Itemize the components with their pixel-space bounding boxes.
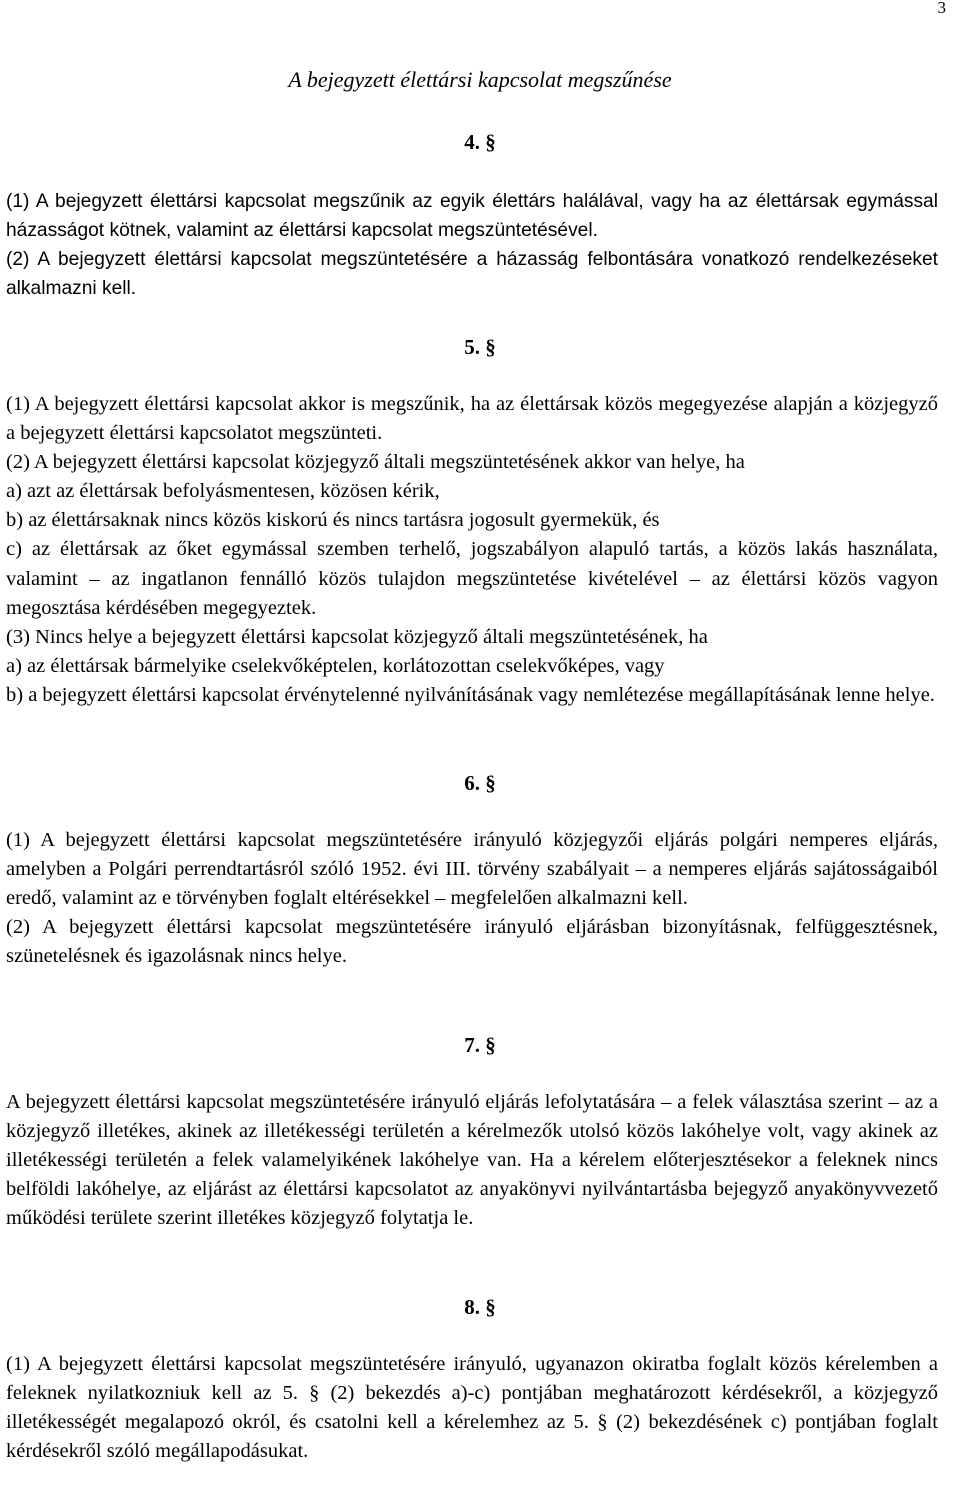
- paragraph: (2) A bejegyzett élettársi kapcsolat megszüntetésére irányuló eljárásban bizonyításnak, felfüggesztésnek, szünetelésnek és igazolásnak nincs helye.: [6, 916, 938, 968]
- paragraph: (2) A bejegyzett élettársi kapcsolat megszüntetésére a házasság felbontására vonatkozó rendelkezéseket alkalmazni kell.: [6, 249, 938, 300]
- section-heading-6: 6. §: [464, 771, 496, 795]
- paragraph: A bejegyzett élettársi kapcsolat megszüntetésére irányuló eljárás lefolytatására – a felek választása szerint – az a közjegyző illetékes, akinek az illetékességi területén a kérelmezők utolsó közös lakóhelye volt, vagy akinek az illetékességi területén a felek valamelyikének lakóhelye van. Ha a kérelem előterjesztésekor a feleknek nincs belföldi lakóhelye, az eljárást az élettársi kapcsolatot az anyakönyvi nyilvántartásba bejegyző anyakönyvvezető működési területe szerint illetékes közjegyző folytatja le.: [6, 1091, 938, 1230]
- section-heading-5: 5. §: [464, 335, 496, 359]
- page-number: 3: [937, 0, 946, 17]
- section-heading-8: 8. §: [464, 1295, 496, 1319]
- section-body-6: [6, 826, 938, 971]
- paragraph: a) azt az élettársak befolyásmentesen, közösen kérik,: [6, 480, 440, 503]
- paragraph: (1) A bejegyzett élettársi kapcsolat megszüntetésére irányuló, ugyanazon okiratba foglalt közös kérelemben a feleknek nyilatkozniuk kell az 5. § (2) bekezdés a)-c) pontjában meghatározott kérdésekről, a közjegyző illetékességét megalapozó okról, és csatolni kell a kérelemhez az 5. § (2) bekezdésének c) pontjában foglalt kérdésekről szóló megállapodásukat.: [6, 1353, 938, 1463]
- section-heading-7: 7. §: [464, 1033, 496, 1057]
- paragraph: (3) Nincs helye a bejegyzett élettársi kapcsolat közjegyző általi megszüntetésének, ha: [6, 625, 708, 648]
- section-body-7: [6, 1088, 938, 1233]
- paragraph: b) az élettársaknak nincs közös kiskorú és nincs tartásra jogosult gyermekük, és: [6, 509, 660, 532]
- paragraph: b) a bejegyzett élettársi kapcsolat érvénytelenné nyilvánításának vagy nemlétezése megállapításának lenne helye.: [6, 683, 935, 706]
- paragraph: (2) A bejegyzett élettársi kapcsolat közjegyző általi megszüntetésének akkor van helye, ha: [6, 451, 745, 474]
- paragraph: (1) A bejegyzett élettársi kapcsolat megszüntetésére irányuló közjegyzői eljárás polgári nemperes eljárás, amelyben a Polgári perrendtartásról szóló 1952. évi III. törvény szabályait – a nemperes eljárás sajátosságaiból eredő, valamint az e törvényben foglalt eltérésekkel – megfelelően alkalmazni kell.: [6, 829, 938, 910]
- paragraph: (1) A bejegyzett élettársi kapcsolat akkor is megszűnik, ha az élettársak közös megegyezése alapján a közjegyző a bejegyzett élettársi kapcsolatot megszünteti.: [6, 393, 938, 445]
- paragraph: c) az élettársak az őket egymással szemben terhelő, jogszabályon alapuló tartás, a közös lakás használata, valamint – az ingatlanon fennálló közös tulajdon megszüntetése kivételével – az élettársi közös vagyon megosztása kérdésében megegyeztek.: [6, 538, 938, 619]
- paragraph: a) az élettársak bármelyike cselekvőképtelen, korlátozottan cselekvőképes, vagy: [6, 654, 665, 677]
- section-heading-4: 4. §: [464, 130, 496, 154]
- section-body-5: [6, 390, 938, 710]
- section-body-8: [6, 1350, 938, 1466]
- paragraph: (1) A bejegyzett élettársi kapcsolat megszűnik az egyik élettárs halálával, vagy ha az élettársak egymással házasságot kötnek, valamint az élettársi kapcsolat megszüntetésével.: [6, 191, 938, 242]
- page-title: A bejegyzett élettársi kapcsolat megszűnése: [288, 67, 672, 92]
- section-body-4: [6, 187, 938, 303]
